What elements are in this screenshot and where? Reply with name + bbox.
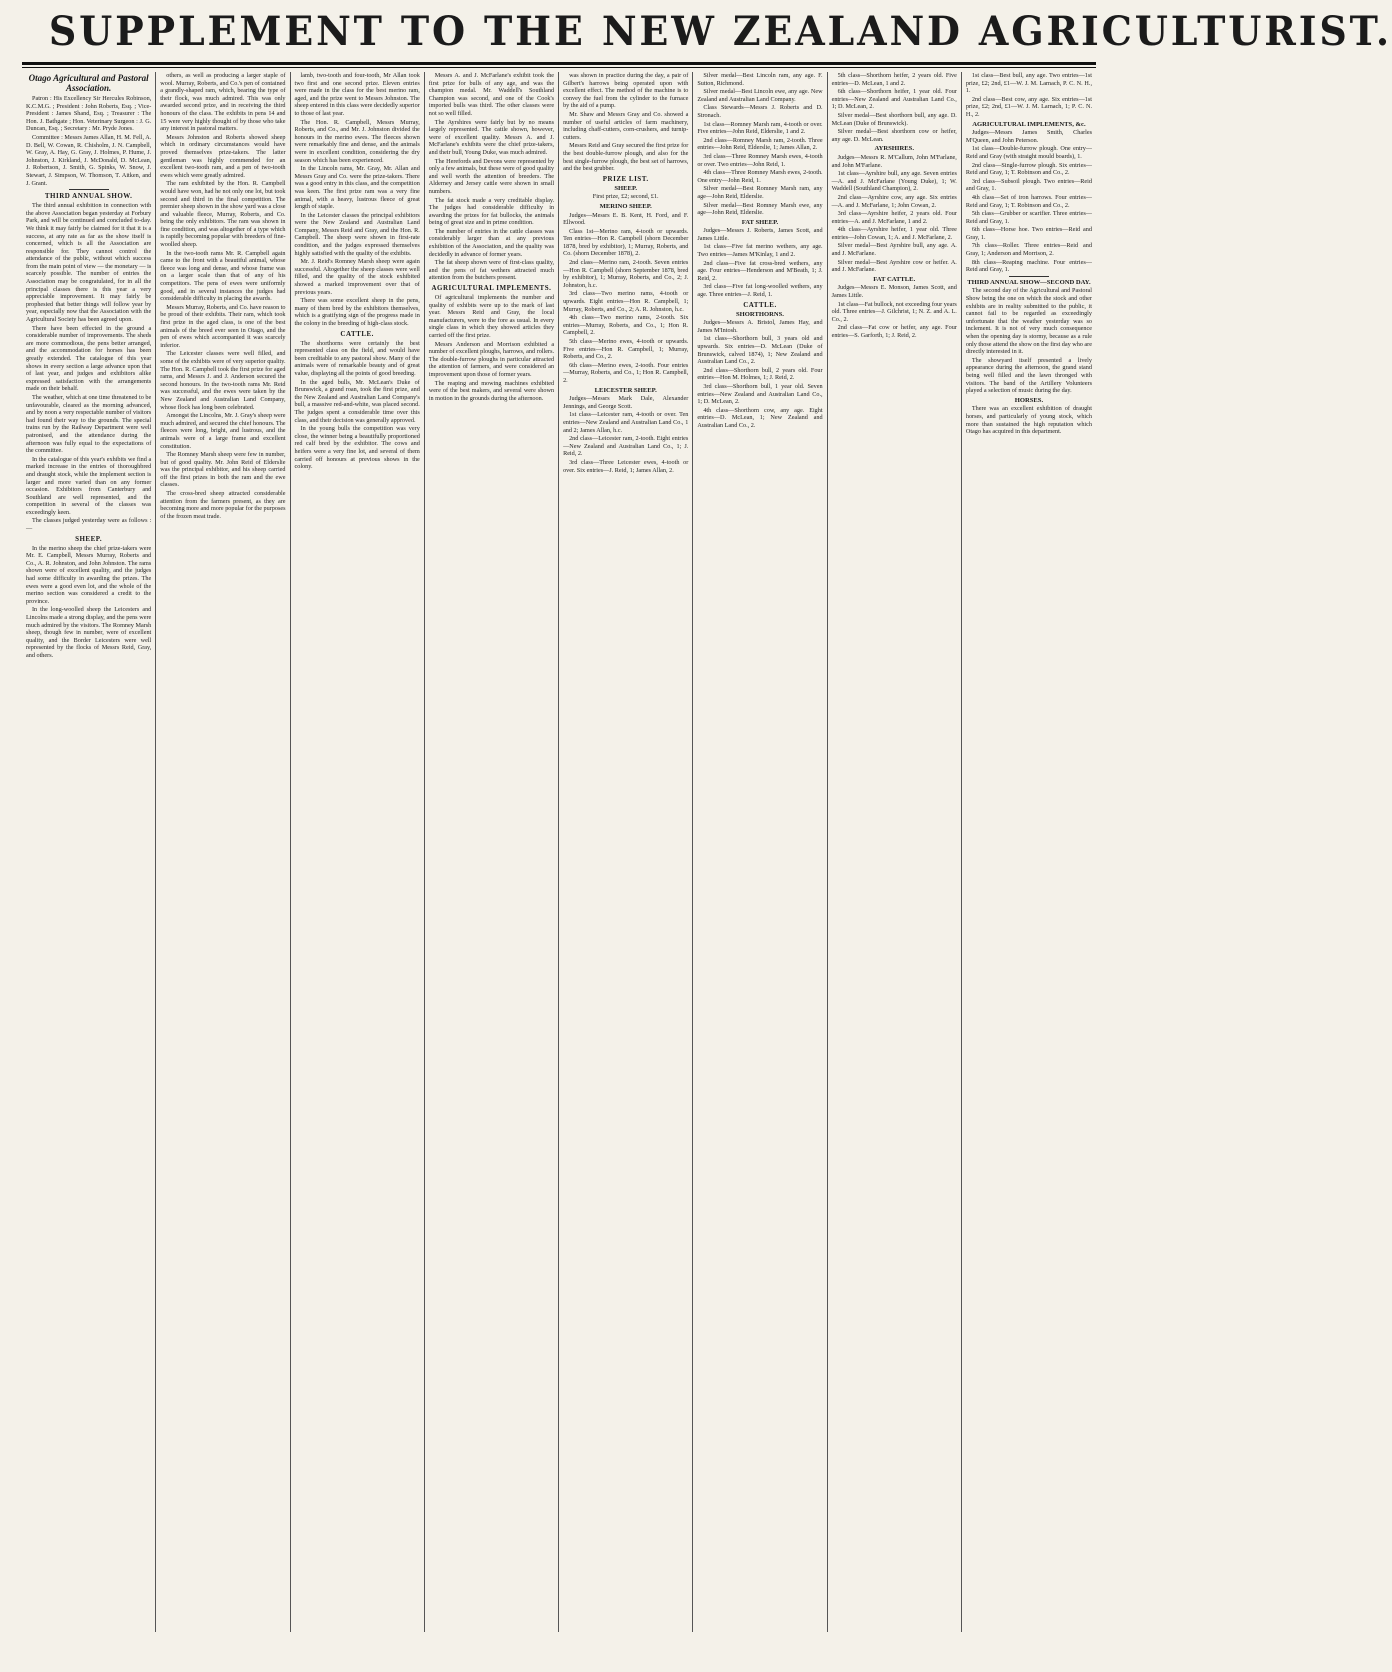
paragraph: Mr. J. Reid's Romney Marsh sheep were again successful. Altogether the sheep classes were well filled, and the quality of the stock exhibited showed a marked improvement over that of previous years. — [294, 258, 420, 296]
paragraph: Messrs Murray, Roberts, and Co. have reason to be proud of their exhibits. Their ram, which took first prize in the aged class, is one of the best animals of the breed ever seen in Otago, and the pen of ewes which accompanied it was scarcely inferior. — [160, 303, 286, 349]
paragraph: Judges—Messrs R. M'Callum, John M'Farlane, and John M'Farlane. — [831, 153, 957, 169]
masthead-rule — [22, 62, 1096, 65]
paragraph: Class Stewards—Messrs J. Roberts and D. Stronach. — [697, 104, 823, 119]
paragraph: The ram exhibited by the Hon. R. Campbell would have won, had he not only one lot, but took second and third in the final competition. The premier sheep shown in the show yard was a close and valuable fleece, Murray, Roberts, and Co. being the only exhibitors. The ram was shown in fine condition, and was altogether of a type which is rapidly becoming popular with breeders of fine-woolled sheep. — [160, 180, 286, 249]
paragraph: Judges—Messrs E. Monson, James Scott, and James Little. — [831, 284, 957, 300]
paragraph: In the young bulls the competition was very close, the winner being a beautifully proportioned red calf bred by the exhibitor. The cows and heifers were a very fine lot, and several of them carried off honours at previous shows in the colony. — [294, 425, 420, 471]
paragraph: The fat sheep shown were of first-class quality, and the pens of fat wethers attracted much attention from the butchers present. — [428, 259, 555, 282]
paragraph: Judges—Messrs James Smith, Charles M'Queen, and John Peterson. — [965, 129, 1092, 144]
paragraph: 1st class—Five fat merino wethers, any age. Two entries—James M'Kinlay, 1 and 2. — [697, 243, 823, 259]
paragraph: The weather, which at one time threatened to be unfavourable, cleared as the morning advanced, and by noon a very respectable number of visitors had found their way to the grounds. The special trains run by the Railway Department were well patronised, and the attendance during the afternoon was fully equal to the expectations of the committee. — [26, 393, 152, 455]
committee-text: Committee : Messrs James Allan, H. M. Fell, A. D. Bell, W. Cowan, R. Chisholm, J. N. Campbell, W. Gray, A. Hay, G. Gray, J. Holmes, P. Hume, J. Johnston, J. Kirkland, J. McDonald, D. McLean, J. Robertson, J. Smith, G. Spinks, W. Snow, J. Stewart, J. Simpson, W. Thomson, T. Aitken, and J. Grant. — [26, 133, 152, 187]
paragraph: 3rd class—Two merino rams, 4-tooth or upwards. Eight entries—Hon R. Campbell, 1; Murray, Roberts, and Co., 2; A. R. Johnston, h.c. — [563, 290, 689, 313]
paragraph: The Hon. R. Campbell, Messrs Murray, Roberts, and Co., and Mr. J. Johnston divided the honours in the merino ewes. The fleeces shown were remarkably fine and dense, and the animals were in excellent condition, considering the dry season which has been experienced. — [294, 118, 420, 164]
paragraph: 3rd class—Five fat long-woolled wethers, any age. Three entries—J. Reid, 1. — [697, 283, 823, 299]
section-heading: CATTLE. — [743, 300, 777, 309]
paragraph: The number of entries in the cattle classes was considerably larger than at any previous exhibition of the Association, and the quality was decidedly in advance of former years. — [428, 227, 555, 258]
paragraph: In the Leicester classes the principal exhibitors were the New Zealand and Australian Land Company, Messrs Reid and Gray, and the Hon. R. Campbell. The sheep were shown in first-rate condition, and the judges expressed themselves highly satisfied with the quality of the exhibits. — [294, 211, 420, 257]
paragraph: The reaping and mowing machines exhibited were of the best makers, and several were shown in motion in the grounds during the afternoon. — [428, 379, 555, 402]
paragraph: The third annual exhibition in connection with the above Association began yesterday at Forbury Park, and will be continued and concluded to-day. We think it may fairly be claimed for it that it is a success, at any rate as far as the show itself is concerned, which is all the Association are responsible for. They cannot control the attendance of the public, without which success from the main point of view — the monetary — is scarcely possible. The number of entries the Association may be congratulated, for in all the principal classes there is this year a very appreciable improvement. It may fairly be prophesied that better things will follow year by year, especially now that the Association with the Agricultural Society has been agreed upon. — [26, 202, 152, 324]
paragraph: was shown in practice during the day, a pair of Gilbert's harrows being operated upon with excellent effect. The method of the machine is to convey the fuel from the cylinder to the furnace by the aid of a pump. — [563, 72, 689, 110]
prize-amounts: First prize, £2; second, £1. — [592, 193, 659, 201]
paragraph: There was an excellent exhibition of draught horses, and particularly of young stock, which more than sustained the high reputation which Otago has acquired in this department. — [965, 405, 1092, 436]
paragraph: In the catalogue of this year's exhibits we find a marked increase in the entries of thoroughbred and draught stock, while the implement section is larger and more varied than on any former occasion. Exhibitors from Canterbury and Southland are well represented, and the competition in several of the classes was exceedingly keen. — [26, 455, 152, 516]
paragraph: Silver medal—Best shorthorn bull, any age. D. McLean (Duke of Brunswick). — [831, 111, 957, 127]
paragraph: 2nd class—Merino ram, 2-tooth. Seven entries—Hon R. Campbell (shorn September 1878, bred by exhibitor), 1; Murray, Roberts, and Co., 2; J. Johnston, h.c. — [563, 259, 689, 289]
paragraph: 2nd class—Romney Marsh ram, 2-tooth. Three entries—John Reid, Elderslie, 1; James Allan, 2. — [697, 136, 823, 152]
paragraph: 6th class—Shorthorn heifer, 1 year old. Four entries—New Zealand and Australian Land Co., 1; D. McLean, 2. — [831, 88, 957, 111]
column-7 — [828, 72, 962, 1632]
paragraph: The showyard itself presented a lively appearance during the afternoon, the grand stand being well filled and the lawn thronged with visitors. The band of the Artillery Volunteers played a selection of music during the day. — [965, 356, 1092, 395]
paragraph: There have been effected in the ground a considerable number of improvements. The sheds are more commodious, the pens better arranged, and the accommodation for horses has been greatly extended. The catalogue of this year shows in every section a large advance upon that of last year, and judges and exhibitors alike expressed satisfaction with the arrangements made on their behalf. — [26, 324, 152, 393]
paragraph: Mr. Shaw and Messrs Gray and Co. showed a number of useful articles of farm machinery, including chaff-cutters, corn-crushers, and turnip-cutters. — [563, 110, 689, 141]
column-5 — [559, 72, 693, 1632]
paragraph: Silver medal—Best Romney Marsh ram, any age—John Reid, Elderslie. — [697, 185, 823, 200]
subsection-heading: LEICESTER SHEEP. — [594, 386, 657, 394]
society-title: Otago Agricultural and Pastoral Association. — [28, 73, 149, 93]
paragraph: 1st class—Shorthorn bull, 3 years old and upwards. Six entries—D. McLean (Duke of Brunswick, calved 1874), 1; New Zealand and Australian Land Co., 2. — [697, 335, 823, 366]
paragraph: 1st class—Romney Marsh ram, 4-tooth or over. Five entries—John Reid, Elderslie, 1 and 2. — [697, 120, 823, 136]
paragraph: Messrs Anderson and Morrison exhibited a number of excellent ploughs, harrows, and rollers. The double-furrow ploughs in particular attracted the attention of farmers, and were considered an improvement upon those of former years. — [428, 340, 555, 378]
paragraph: 1st class—Double-furrow plough. One entry—Reid and Gray (with straight mould boards), 1. — [965, 145, 1092, 160]
paragraph: The Ayrshires were fairly but by no means largely represented. The cattle shown, however, were of excellent quality. Messrs A. and J. McFarlane's exhibits were the chief prize-takers, and their bull, Young Duke, was much admired. — [428, 118, 555, 156]
paragraph: 7th class—Roller. Three entries—Reid and Gray, 1; Anderson and Morrison, 2. — [965, 242, 1092, 258]
paragraph: The shorthorns were certainly the best represented class on the field, and would have been creditable to any pastoral show. Many of the animals were of remarkable beauty and of great value, displaying all the points of good breeding. — [294, 339, 420, 377]
column-6 — [693, 72, 827, 1632]
paragraph: 3rd class—Ayrshire heifer, 2 years old. Four entries—A. and J. McFarlane, 1 and 2. — [831, 210, 957, 225]
paragraph: 1st class—Ayrshire bull, any age. Seven entries—A. and J. McFarlane (Young Duke), 1; W. Waddell (Southland Champion), 2. — [831, 170, 957, 193]
paragraph: 4th class—Shorthorn cow, any age. Eight entries—D. McLean, 1; New Zealand and Australian Land Co., 2. — [697, 406, 823, 429]
paragraph: In the two-tooth rams Mr. R. Campbell again came to the front with a beautiful animal, whose fleece was long and dense, and whose frame was on a larger scale than that of any of his competitors. The pens of ewes were uniformly good, and in several instances the judges had considerable difficulty in placing the awards. — [160, 249, 286, 303]
paragraph: 3rd class—Shorthorn bull, 1 year old. Seven entries—New Zealand and Australian Land Co., 1; D. McLean, 2. — [697, 382, 823, 406]
paragraph: 2nd class—Shorthorn bull, 2 years old. Four entries—Hon M. Holmes, 1; J. Reid, 2. — [697, 366, 823, 382]
paragraph: In the long-woolled sheep the Leicesters and Lincolns made a strong display, and the pens were much admired by the visitors. The Romney Marsh sheep, though few in number, were of excellent quality, and the Border Leicesters were well represented by the flocks of Messrs Reid, Gray, and others. — [26, 606, 152, 659]
paragraph: The Leicester classes were well filled, and some of the exhibits were of very superior quality. The Hon. R. Campbell took the first prize for aged rams, and Messrs J. and J. Anderson secured the second honours. In the two-tooth rams Mr. Reid was successful, and the ewes were taken by the New Zealand and Australian Land Company, whose flock has long been celebrated. — [160, 350, 286, 411]
paragraph: Messrs Johnston and Roberts showed sheep which in ordinary circumstances would have proved themselves prize-takers. The latter gentleman was highly commended for an excellent two-tooth ram, and a pen of two-tooth ewes which were greatly admired. — [160, 133, 286, 179]
paragraph: 4th class—Ayrshire heifer, 1 year old. Three entries—John Cowan, 1; A. and J. McFarlane, 2. — [831, 226, 957, 241]
column-4 — [425, 72, 559, 1632]
paragraph: The second day of the Agricultural and Pastoral Show being the one on which the stock and other exhibits are in reality submitted to the public, it cannot fail to be regarded as exceedingly unfortunate that the weather yesterday was so inclement. It is not of very much consequence when the opening day is stormy, because as a rule only those attend the show on the first day who are directly interested in it. — [965, 287, 1092, 356]
paragraph: others, as well as producing a larger staple of wool. Murray, Roberts, and Co.'s pen of contained a grandly-shaped ram, which, bearing the type of their flock, was much admired. This was only awarded second prize, and in receiving the third honours of the class. The exhibits in pens 14 and 15 were very highly thought of by those who take any interest in pastoral matters. — [160, 72, 286, 133]
paragraph: 2nd class—Five fat cross-bred wethers, any age. Four entries—Henderson and M'Beath, 1; J. Reid, 2. — [697, 259, 823, 282]
officers-text: Patron : His Excellency Sir Hercules Robinson, K.C.M.G. ; President : John Roberts, Esq. ; Vice-President : James Shand, Esq. ; Treasurer : The Hon. J. Bathgate ; Hon. Veterinary Surgeon : J. G. Duncan, Esq. ; Secretary : Mr. Pryde Jones. — [26, 95, 152, 133]
paragraph: 5th class—Merino ewes, 4-tooth or upwards. Five entries—Hon R. Campbell, 1; Murray, Roberts, and Co., 2. — [563, 338, 689, 361]
paragraph: In the merino sheep the chief prize-takers were Mr. E. Campbell, Messrs Murray, Roberts and Co., A. R. Johnston, and John Johnston. The rams shown were of excellent quality, and the judges had some difficulty in awarding the prizes. The ewes were a good even lot, and the whole of the merino section was considered a credit to the province. — [26, 544, 152, 605]
paragraph: Messrs Reid and Gray secured the first prize for the best double-furrow plough, and also for the best single-furrow plough, the best set of harrows, and the best grubber. — [563, 142, 689, 173]
paragraph: 1st class—Leicester ram, 4-tooth or over. Ten entries—New Zealand and Australian Land Co., 1 and 2; James Allan, h.c. — [563, 411, 689, 434]
paragraph: 2nd class—Best cow, any age. Six entries—1st prize, £2; 2nd, £1—W. J. M. Larnach, 1; P. C. N. H., 2. — [965, 95, 1092, 118]
paragraph: 3rd class—Three Leicester ewes, 4-tooth or over. Six entries—J. Reid, 1; James Allan, 2. — [563, 458, 689, 474]
paragraph: In the aged bulls, Mr. McLean's Duke of Brunswick, a grand roan, took the first prize, and the New Zealand and Australian Land Company's bull, a massive red-and-white, was placed second. The judges spent a considerable time over this class, and their decision was generally approved. — [294, 378, 420, 424]
subsection-heading: SHEEP. — [614, 184, 638, 192]
paragraph: Silver medal—Best Ayrshire cow or heifer. A. and J. McFarlane. — [831, 258, 957, 274]
section-heading: THIRD ANNUAL SHOW. — [44, 192, 133, 201]
paragraph: 4th class—Set of iron harrows. Four entries—Reid and Gray, 1; T. Robinson and Co., 2. — [965, 193, 1092, 209]
paragraph: lamb, two-tooth and four-tooth, Mr Allan took two first and one second prize. Eleven entries were made in the class for the best merino ram, aged, and the prize went to Messrs Johnston. The sheep entered in this class were decidedly superior to those of last year. — [294, 72, 420, 117]
paragraph: 6th class—Merino ewes, 2-tooth. Four entries—Murray, Roberts, and Co., 1; Hon R. Campbell, 2. — [563, 361, 689, 384]
divider — [1009, 276, 1049, 277]
subsection-heading: FAT CATTLE. — [873, 275, 916, 283]
paragraph: 4th class—Two merino rams, 2-tooth. Six entries—Murray, Roberts, and Co., 1; Hon R. Campbell, 2. — [563, 314, 689, 337]
paragraph: Judges—Messrs A. Bristol, James Hay, and James M'Intosh. — [697, 319, 823, 334]
paragraph: 2nd class—Leicester ram, 2-tooth. Eight entries—New Zealand and Australian Land Co., 1; J. Reid, 2. — [563, 435, 689, 458]
subsection-heading: THIRD ANNUAL SHOW—SECOND DAY. — [967, 278, 1091, 286]
paragraph: There was some excellent sheep in the pens, many of them bred by the exhibitors themselves, which is a gratifying sign of the progress made in the colony in the breeding of high-class stock. — [294, 297, 420, 327]
paragraph: The Herefords and Devons were represented by only a few animals, but these were of good quality and well worth the attention of breeders. The Alderney and Jersey cattle were shown in small numbers. — [428, 157, 555, 195]
column-2 — [156, 72, 290, 1632]
paragraph: 4th class—Three Romney Marsh ewes, 2-tooth. One entry—John Reid, 1. — [697, 169, 823, 184]
column-8 — [962, 72, 1096, 1632]
paragraph: Silver medal—Best Romney Marsh ewe, any age—John Reid, Elderslie. — [697, 201, 823, 217]
paragraph: The Romney Marsh sheep were few in number, but of good quality. Mr. John Reid of Elderslie was the principal exhibitor, and his sheep carried off the first prizes in both the ram and the ewe classes. — [160, 451, 286, 489]
paragraph: Judges—Messrs J. Roberts, James Scott, and James Little. — [697, 227, 823, 242]
paragraph: Of agricultural implements the number and quality of exhibits were up to the mark of last year. Messrs Reid and Gray, the local manufacturers, were to the fore as usual. In every single class in which they showed articles they carried off the first prize. — [428, 294, 555, 339]
paragraph: 5th class—Shorthorn heifer, 2 years old. Five entries—D. McLean, 1 and 2. — [831, 72, 957, 87]
paragraph: 6th class—Horse hoe. Two entries—Reid and Gray, 1. — [965, 226, 1092, 241]
paragraph: 5th class—Grubber or scarifier. Three entries—Reid and Gray, 1. — [965, 210, 1092, 225]
paragraph: The classes judged yesterday were as follows :— — [26, 517, 152, 533]
section-heading: AGRICULTURAL IMPLEMENTS. — [431, 284, 552, 293]
paragraph: Messrs A. and J. McFarlane's exhibit took the first prize for bulls of any age, and was the champion medal. Mr. Waddell's Southland Champion was second, and one of the Cook's imported bulls was third. The other classes were not so well filled. — [428, 72, 555, 117]
paragraph: 2nd class—Single-furrow plough. Six entries—Reid and Gray, 1; T. Robinson and Co., 2. — [965, 161, 1092, 177]
paragraph: Amongst the Lincolns, Mr. J. Gray's sheep were much admired, and secured the chief honours. The fleeces were long, bright, and lustrous, and the animals were of a large frame and excellent constitution. — [160, 412, 286, 450]
paragraph: Silver medal—Best Lincoln ram, any age. F. Sutton, Richmond. — [697, 72, 823, 87]
paragraph: 2nd class—Ayrshire cow, any age. Six entries—A. and J. McFarlane, 1; John Cowan, 2. — [831, 193, 957, 209]
paragraph: 2nd class—Fat cow or heifer, any age. Four entries—S. Garforth, 1; J. Reid, 2. — [831, 324, 957, 339]
masthead-rule-thin — [22, 67, 1096, 68]
paragraph: Silver medal—Best Ayrshire bull, any age. A. and J. McFarlane. — [831, 242, 957, 258]
paragraph: 3rd class—Three Romney Marsh ewes, 4-tooth or over. Two entries—John Reid, 1. — [697, 152, 823, 168]
divider — [69, 189, 109, 190]
paragraph: Silver medal—Best shorthorn cow or heifer, any age. D. McLean. — [831, 128, 957, 143]
paragraph: 1st class—Best bull, any age. Two entries—1st prize, £2; 2nd, £1—W. J. M. Larnach, P. C. N. H., 1. — [965, 72, 1092, 95]
subsection-heading: SHORTHORNS. — [735, 310, 784, 318]
paragraph: 1st class—Fat bullock, not exceeding four years old. Three entries—J. Gilchrist, 1; N. Z. and A. L. Co., 2. — [831, 300, 957, 323]
section-heading: CATTLE. — [340, 329, 374, 338]
paragraph: 8th class—Reaping machine. Four entries—Reid and Gray, 1. — [965, 258, 1092, 274]
section-heading: PRIZE LIST. — [602, 174, 649, 183]
subsection-heading: AYRSHIRES. — [874, 145, 914, 153]
subsection-heading: FAT SHEEP. — [741, 218, 779, 226]
paragraph: The cross-bred sheep attracted considerable attention from the farmers present, as they are becoming more and more popular for the purposes of the frozen meat trade. — [160, 490, 286, 520]
paragraph: Class 1st—Merino ram, 4-tooth or upwards. Ten entries—Hon R. Campbell (shorn December 1878, bred by exhibitor), 1; Murray, Roberts, and Co. (shorn December 1878), 2. — [563, 227, 689, 258]
section-heading: SHEEP. — [75, 534, 103, 543]
subsection-heading: MERINO SHEEP. — [599, 202, 652, 210]
subsection-heading: AGRICULTURAL IMPLEMENTS, &c. — [972, 120, 1086, 128]
columns — [22, 72, 1096, 1632]
paragraph: Silver medal—Best Lincoln ewe, any age. New Zealand and Australian Land Company. — [697, 88, 823, 103]
paragraph: Judges—Messrs E. B. Kent, H. Ford, and F. Ellwood. — [563, 211, 689, 227]
column-1 — [22, 72, 156, 1632]
paragraph: In the Lincoln rams, Mr. Gray, Mr. Allan and Messrs Gray and Co. were the prize-takers. There was a good entry in this class, and the competition was keen. The first prize ram was a very fine animal, with a heavy, lustrous fleece of great length of staple. — [294, 165, 420, 211]
column-3 — [291, 72, 425, 1632]
masthead-title: SUPPLEMENT TO THE NEW ZEALAND AGRICULTURIST. — [48, 8, 1392, 55]
paragraph: The fat stock made a very creditable display. The judges had considerable difficulty in awarding the prizes for fat bullocks, the animals being of great size and in prime condition. — [428, 196, 555, 227]
subsection-heading: HORSES. — [1014, 396, 1044, 404]
paragraph: 3rd class—Subsoil plough. Two entries—Reid and Gray, 1. — [965, 177, 1092, 193]
paragraph: Judges—Messrs Mark Dale, Alexander Jennings, and George Scott. — [563, 395, 689, 410]
